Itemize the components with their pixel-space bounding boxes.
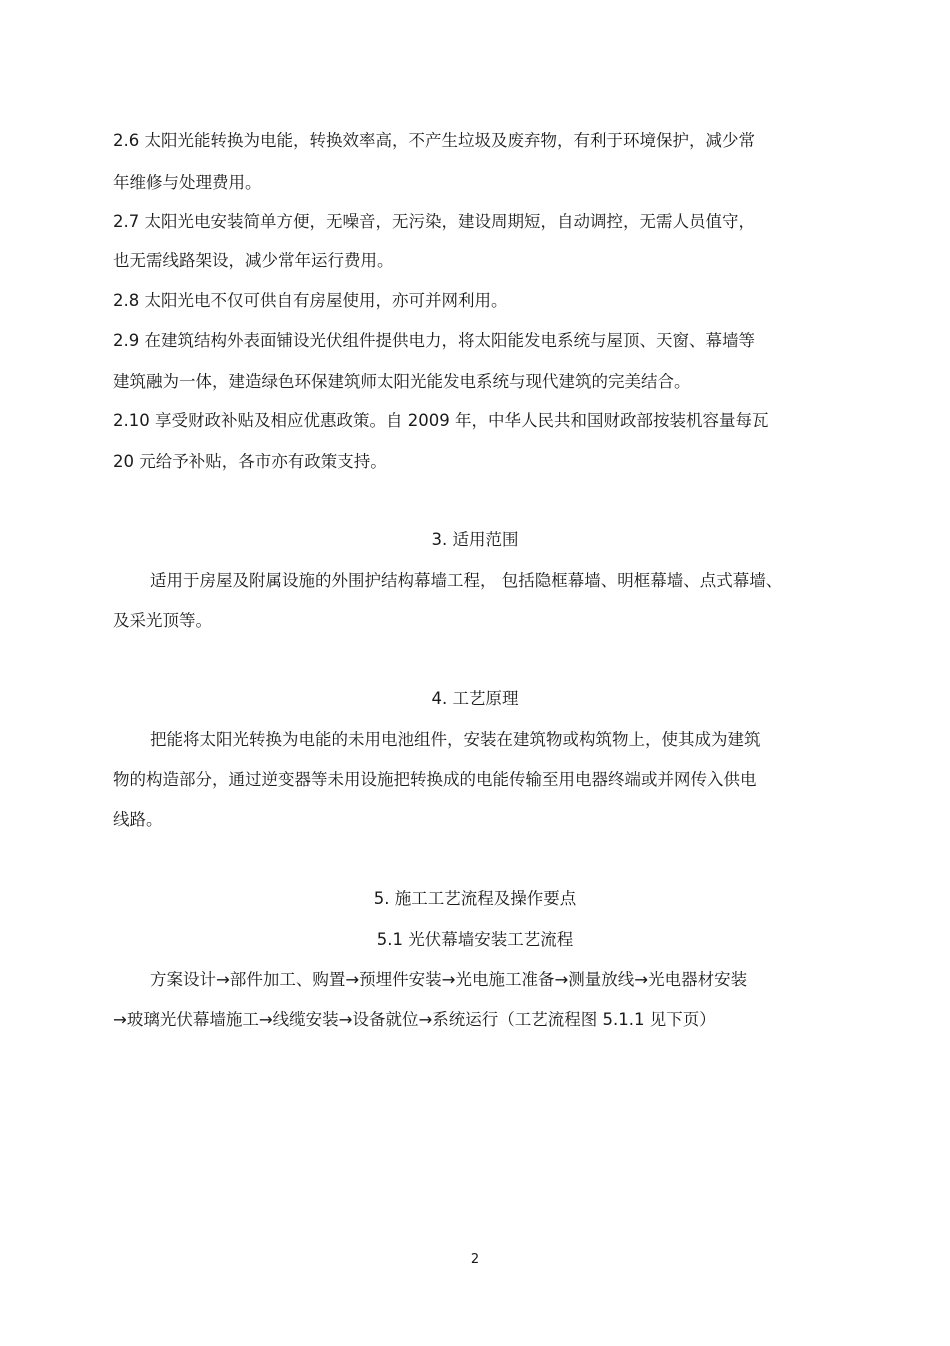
page-number: 2 <box>470 1252 480 1267</box>
section-3-heading: 3. 适用范围 <box>431 530 519 549</box>
section-4-heading: 4. 工艺原理 <box>431 689 519 708</box>
section-5-heading: 5. 施工工艺流程及操作要点 <box>373 889 577 908</box>
section-3-line-2: 及采光顶等。 <box>113 611 212 630</box>
paragraph-2-7-line-1: 2.7 太阳光电安装简单方便，无噪音，无污染，建设周期短，自动调控，无需人员值守， <box>113 212 755 231</box>
paragraph-2-7-line-2: 也无需线路架设，减少常年运行费用。 <box>113 251 394 270</box>
paragraph-2-6-line-2: 年维修与处理费用。 <box>113 173 262 192</box>
paragraph-2-9-line-2: 建筑融为一体，建造绿色环保建筑师太阳光能发电系统与现代建筑的完美结合。 <box>113 372 691 391</box>
section-3-line-1: 适用于房屋及附属设施的外围护结构幕墙工程， 包括隐框幕墙、明框幕墙、点式幕墙、 <box>150 571 783 590</box>
section-4-line-1: 把能将太阳光转换为电能的未用电池组件，安装在建筑物或构筑物上，使其成为建筑 <box>150 730 761 749</box>
section-5-1-subheading: 5.1 光伏幕墙安装工艺流程 <box>376 930 574 949</box>
paragraph-2-8-line-1: 2.8 太阳光电不仅可供自有房屋使用，亦可并网利用。 <box>113 291 508 310</box>
paragraph-2-10-line-1: 2.10 享受财政补贴及相应优惠政策。自 2009 年，中华人民共和国财政部按装机容量每瓦 <box>113 411 769 430</box>
section-5-1-line-2: →玻璃光伏幕墙施工→线缆安装→设备就位→系统运行（工艺流程图 5.1.1 见下页） <box>113 1010 716 1029</box>
section-4-line-2: 物的构造部分，通过逆变器等未用设施把转换成的电能传输至用电器终端或并网传入供电 <box>113 770 757 789</box>
paragraph-2-6-line-1: 2.6 太阳光能转换为电能，转换效率高，不产生垃圾及废弃物，有利于环境保护，减少常 <box>113 131 755 150</box>
section-5-1-line-1: 方案设计→部件加工、购置→预埋件安装→光电施工准备→测量放线→光电器材安装 <box>150 970 748 989</box>
section-4-line-3: 线路。 <box>113 810 163 829</box>
paragraph-2-10-line-2: 20 元给予补贴，各市亦有政策支持。 <box>113 452 387 471</box>
paragraph-2-9-line-1: 2.9 在建筑结构外表面铺设光伏组件提供电力，将太阳能发电系统与屋顶、天窗、幕墙等 <box>113 331 755 350</box>
